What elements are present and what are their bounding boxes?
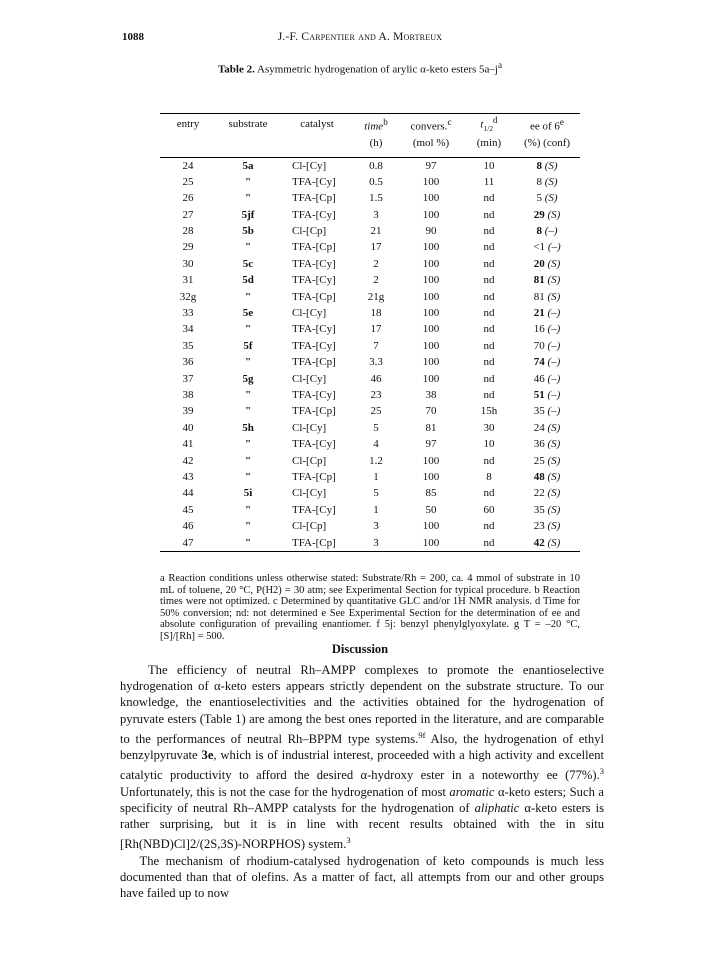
substrate-cell: 5g [242,372,254,385]
ee-cell [514,223,580,239]
conversion-cell: 100 [422,175,440,188]
substrate-cell: " [244,290,252,303]
ee-value: 81 [533,290,545,303]
ee-value: 70 [533,339,545,352]
ee-configuration: (–) [544,225,558,238]
half-life-cell: 10 [483,159,495,172]
half-life-cell: nd [483,192,495,205]
time-cell: 1.5 [369,192,383,205]
catalyst-cell: TFA-[Cy] [292,323,336,336]
conversion-cell: 97 [425,438,437,451]
table-row [160,436,580,452]
ee-cell [514,207,580,223]
conversion-cell: 100 [422,274,440,287]
half-life-cell: nd [483,389,495,401]
footnote-f: f 5j: benzyl phenylglyoxylate. [376,619,509,630]
entry-cell: 41 [182,438,194,451]
time-cell: 3.3 [369,356,383,369]
conversion-cell: 100 [422,536,440,549]
ee-value: 35 [533,405,545,418]
catalyst-cell: Cl-[Cy] [292,159,327,172]
ee-value: 16 [533,323,545,336]
table-row [160,223,580,239]
half-life-cell: nd [483,208,495,221]
half-life-cell: nd [483,487,495,500]
ee-configuration: (–) [547,389,561,401]
footnote-d: d Time for 50% conversion; nd: not determined [160,596,581,619]
ee-value: 20 [533,257,545,270]
ee-configuration: (S) [544,175,558,188]
ee-configuration: (S) [544,159,558,172]
catalyst-cell: TFA-[Cy] [292,175,336,188]
ee-value: 36 [533,438,545,451]
ee-value: 29 [533,208,545,221]
conversion-cell: 100 [422,339,440,352]
substrate-cell: " [244,454,252,467]
ee-value: 81 [533,274,545,287]
ee-cell [514,322,580,338]
table-row [160,322,580,338]
ee-cell [514,289,580,305]
catalyst-cell: TFA-[Cp] [292,192,336,205]
entry-cell: 38 [182,389,194,401]
substrate-cell: 5i [243,487,253,500]
conversion-cell: 100 [422,323,440,336]
catalyst-cell: TFA-[Cy] [292,208,336,221]
substrate-cell: " [244,356,252,369]
conversion-cell: 100 [422,257,440,270]
ee-cell [514,486,580,502]
conversion-cell: 100 [422,470,440,483]
time-cell: 5 [373,487,379,500]
entry-cell: 32g [179,290,197,303]
table-row [160,371,580,387]
substrate-cell: " [244,503,252,516]
ee-cell [514,191,580,207]
time-cell: 4 [373,438,379,451]
ee-value: 35 [533,503,545,516]
col-time: time$^b$ [364,116,388,133]
table-row [160,305,580,321]
table-row [160,420,580,436]
footnote-b: b Reaction times were not optimized. [160,584,580,607]
substrate-cell: 5f [243,339,253,352]
ee-configuration: (S) [547,520,561,533]
entry-cell: 43 [182,470,194,483]
ee-configuration: (–) [547,323,561,336]
time-cell: 2 [373,257,379,270]
catalyst-cell: TFA-[Cp] [292,290,336,303]
ee-configuration: (S) [544,192,558,205]
substrate-cell: " [244,470,252,483]
catalyst-cell: Cl-[Cy] [292,487,327,500]
entry-cell: 33 [182,307,194,320]
time-cell: 21g [367,290,385,303]
conversion-cell: 100 [422,290,440,303]
time-cell: 3 [373,536,379,549]
caption-mark: a [497,60,503,70]
running-head-authors: J.-F. Carpentier and A. Mortreux [277,31,443,43]
ee-cell [514,355,580,371]
half-life-cell: 15h [480,405,498,418]
ee-value: <1 [533,241,546,254]
catalyst-cell: TFA-[Cp] [292,470,336,483]
ee-cell [514,256,580,272]
catalyst-cell: TFA-[Cp] [292,241,336,254]
catalyst-cell: Cl-[Cp] [292,454,327,467]
half-life-cell: 8 [486,470,492,483]
paragraph-1: The efficiency of neutral Rh–AMPP complexes to promote the enantioselective hydrogenation of α-keto esters appears strictly dependent on the substrate structure. To our knowledge, the enantioselectivities and the activities obtained for the hydrogenation of pyruvate esters (Table 1) are among the best ones reported in the literature, and are comparable to the performances of neutral Rh–BPPM type systems.$^{9f}$ Also, the hydrogenation of ethyl benzylpyruvate 3e, which is of industrial interest, proceeded with a high activity and excellent catalytic productivity to afford the desired α-hydroxy ester in a noteworthy ee (77%).$^3$ Unfortunately, this is not the case for the hydrogenation of most aromatic α-keto esters; Such a specificity of neutral Rh–AMPP catalysts for the hydrogenation of aliphatic α-keto esters is rather surprising, but it is in line with recent results obtained with the in situ [Rh(NBD)Cl]2/(2S,3S)-NORPHOS) system.$^3$ [120,663,605,852]
catalyst-cell: TFA-[Cy] [292,257,336,270]
ee-value: 25 [533,454,545,467]
ee-configuration: (S) [547,208,561,221]
conversion-cell: 81 [425,421,437,434]
entry-cell: 27 [182,208,194,221]
caption-label: Table 2. [217,63,255,76]
ee-value: 42 [533,536,545,549]
half-life-cell: nd [483,356,495,369]
ee-cell [514,305,580,321]
catalyst-cell: TFA-[Cy] [292,503,336,516]
table-row [160,207,580,223]
table-caption [0,60,720,76]
substrate-cell: 5a [242,159,254,172]
running-header [0,31,720,45]
discussion-body [120,662,604,901]
conversion-cell: 100 [422,208,440,221]
conversion-cell: 90 [425,225,437,238]
table-row [160,273,580,289]
entry-cell: 24 [182,159,194,172]
half-life-cell: nd [483,372,495,385]
catalyst-cell: TFA-[Cp] [292,405,336,418]
ee-cell [514,453,580,469]
footnote-e: e See Experimental Section for the determination of ee and absolute configuration of prevailing enantiomer. [160,607,580,630]
table-row [160,191,580,207]
conversion-cell: 50 [425,503,437,516]
ee-configuration: (S) [547,438,561,451]
col-catalyst: catalyst [300,117,334,130]
paragraph-2: The mechanism of rhodium-catalysed hydrogenation of keto compounds is much less documented than that of olefins. As a matter of fact, all attempts from our and other groups have failed up to now [120,853,605,901]
half-life-cell: 60 [483,503,495,516]
catalyst-cell: TFA-[Cy] [292,389,336,401]
ee-value: 21 [533,307,545,320]
ee-configuration: (S) [547,487,561,500]
ee-configuration: (–) [547,339,561,352]
ee-cell [514,436,580,452]
section-heading: Discussion [331,642,389,656]
half-life-cell: 30 [483,421,495,434]
half-life-cell: nd [483,274,495,287]
entry-cell: 37 [182,372,194,385]
substrate-cell: " [244,175,252,188]
time-cell: 17 [370,241,382,254]
substrate-cell: " [244,520,252,533]
ee-configuration: (S) [547,421,561,434]
ee-configuration: (–) [547,356,561,369]
table-footnotes [160,573,580,642]
table-row [160,240,580,256]
table-row [160,387,580,403]
substrate-cell: " [244,241,252,254]
table-row [160,535,580,552]
substrate-cell: " [244,192,252,205]
ee-cell [514,273,580,289]
half-life-cell: nd [483,225,495,238]
time-cell: 0.8 [369,159,383,172]
ee-cell [514,502,580,518]
ee-cell [514,387,580,403]
half-life-cell: nd [483,520,495,533]
ee-configuration: (–) [547,372,561,385]
substrate-cell: 5jf [241,208,255,221]
catalyst-cell: TFA-[Cy] [292,339,336,352]
entry-cell: 29 [182,241,194,254]
entry-cell: 34 [182,323,194,336]
catalyst-cell: TFA-[Cp] [292,356,336,369]
entry-cell: 31 [182,274,194,287]
substrate-cell: " [244,536,252,549]
ee-configuration: (S) [547,536,561,549]
time-cell: 23 [370,389,382,401]
substrate-cell: " [244,438,252,451]
substrate-cell: 5c [242,257,254,270]
substrate-cell: 5h [242,421,254,434]
half-life-cell: nd [483,257,495,270]
conversion-cell: 38 [425,389,437,401]
col-convers: convers.$^c$ [410,116,452,133]
catalyst-cell: Cl-[Cy] [292,421,327,434]
ee-value: 8 [536,175,542,188]
table-row [160,518,580,534]
table-row [160,157,580,174]
table-row [160,338,580,354]
ee-configuration: (–) [547,405,561,418]
entry-cell: 42 [182,454,194,467]
half-life-cell: nd [483,323,495,336]
ee-value: 8 [536,159,542,172]
conversion-cell: 70 [425,405,437,418]
entry-cell: 44 [182,487,194,500]
table-row [160,486,580,502]
time-cell: 17 [370,323,382,336]
ee-cell [514,535,580,552]
entry-cell: 35 [182,339,194,352]
caption-text: Asymmetric hydrogenation of arylic α-keto esters 5a–j [257,63,498,76]
time-cell: 25 [370,405,382,418]
entry-cell: 26 [182,192,194,205]
table-row [160,502,580,518]
half-life-cell: nd [483,241,495,254]
time-cell: 1 [373,470,379,483]
ee-value: 48 [533,470,545,483]
entry-cell: 45 [182,503,194,516]
ee-value: 22 [533,487,545,500]
ee-value: 46 [533,372,545,385]
table-row [160,404,580,420]
catalyst-cell: Cl-[Cp] [292,225,327,238]
substrate-cell: 5b [242,225,254,238]
ee-value: 5 [536,192,542,205]
time-cell: 2 [373,274,379,287]
ee-configuration: (S) [547,503,561,516]
catalyst-cell: TFA-[Cy] [292,274,336,287]
time-cell: 21 [370,225,382,238]
table-row [160,289,580,305]
col-ee: ee of 6e [529,116,564,133]
footnote-g: g T = –20 °C, [S]/[Rh] = 500. [160,619,580,642]
conversion-cell: 85 [425,487,437,500]
time-cell: 1.2 [369,454,383,467]
entry-cell: 40 [182,421,194,434]
time-cell: 46 [370,372,382,385]
substrate-cell: " [244,323,252,336]
conversion-cell: 100 [422,454,440,467]
time-cell: 7 [373,339,379,352]
half-life-cell: 11 [483,175,495,188]
substrate-cell: " [244,389,252,401]
ee-configuration: (S) [547,274,561,287]
ee-value: 51 [533,389,545,401]
table-row [160,355,580,371]
ee-cell [514,518,580,534]
ee-cell [514,469,580,485]
ee-value: 23 [533,520,545,533]
table-unit-row: (h) (mol %) (min) (%) (conf) [160,135,580,158]
entry-cell: 36 [182,356,194,369]
entry-cell: 28 [182,225,194,238]
catalyst-cell: Cl-[Cy] [292,307,327,320]
time-cell: 5 [373,421,379,434]
col-substrate: substrate [228,117,268,130]
substrate-cell: 5e [242,307,254,320]
half-life-cell: nd [483,454,495,467]
conversion-cell: 100 [422,372,440,385]
ee-configuration: (S) [547,454,561,467]
entry-cell: 39 [182,405,194,418]
ee-value: 8 [536,225,542,238]
half-life-cell: nd [483,290,495,303]
catalyst-cell: Cl-[Cy] [292,372,327,385]
ee-value: 74 [533,356,545,369]
ee-configuration: (–) [547,307,561,320]
half-life-cell: nd [483,339,495,352]
entry-cell: 30 [182,257,194,270]
conversion-cell: 100 [422,520,440,533]
page-number: 1088 [122,31,144,43]
time-cell: 3 [373,208,379,221]
ee-configuration: (S) [547,257,561,270]
table-header-row [160,114,580,135]
substrate-cell: 5d [242,274,254,287]
ee-cell [514,174,580,190]
footnote-a: a Reaction conditions unless otherwise stated: Substrate/Rh = 200, ca. 4 mmol of substrate in 10 mL of toluene, 20 °C, P(H2) = 30 atm; see Experimental Section for typical procedure. [160,573,580,596]
entry-cell: 47 [182,536,194,549]
substrate-cell: " [244,405,252,418]
ee-cell [514,240,580,256]
table-row [160,453,580,469]
ee-cell [514,338,580,354]
ee-configuration: (S) [547,290,561,303]
half-life-cell: 10 [483,438,495,451]
table-row [160,174,580,190]
half-life-cell: nd [483,307,495,320]
ee-cell [514,420,580,436]
conversion-cell: 100 [422,241,440,254]
entry-cell: 46 [182,520,194,533]
conversion-cell: 100 [422,192,440,205]
ee-cell [514,157,580,174]
col-t12: $t_{1/2}^d$ [480,115,498,133]
ee-cell [514,404,580,420]
ee-cell [514,371,580,387]
entry-cell: 25 [182,175,194,188]
ee-value: 24 [533,421,545,434]
time-cell: 3 [373,520,379,533]
half-life-cell: nd [483,536,495,549]
conversion-cell: 100 [422,307,440,320]
col-entry: entry [176,117,200,130]
table-row [160,469,580,485]
ee-configuration: (–) [547,241,561,254]
conversion-cell: 100 [422,356,440,369]
table-body [160,157,580,551]
time-cell: 0.5 [369,175,383,188]
catalyst-cell: TFA-[Cp] [292,536,336,549]
results-table [160,113,580,552]
catalyst-cell: Cl-[Cp] [292,520,327,533]
conversion-cell: 97 [425,159,437,172]
time-cell: 1 [373,503,379,516]
time-cell: 18 [370,307,382,320]
catalyst-cell: TFA-[Cy] [292,438,336,451]
table-row [160,256,580,272]
ee-configuration: (S) [547,470,561,483]
footnote-c: c Determined by quantitative GLC and/or 1H NMR analysis. [273,596,533,607]
